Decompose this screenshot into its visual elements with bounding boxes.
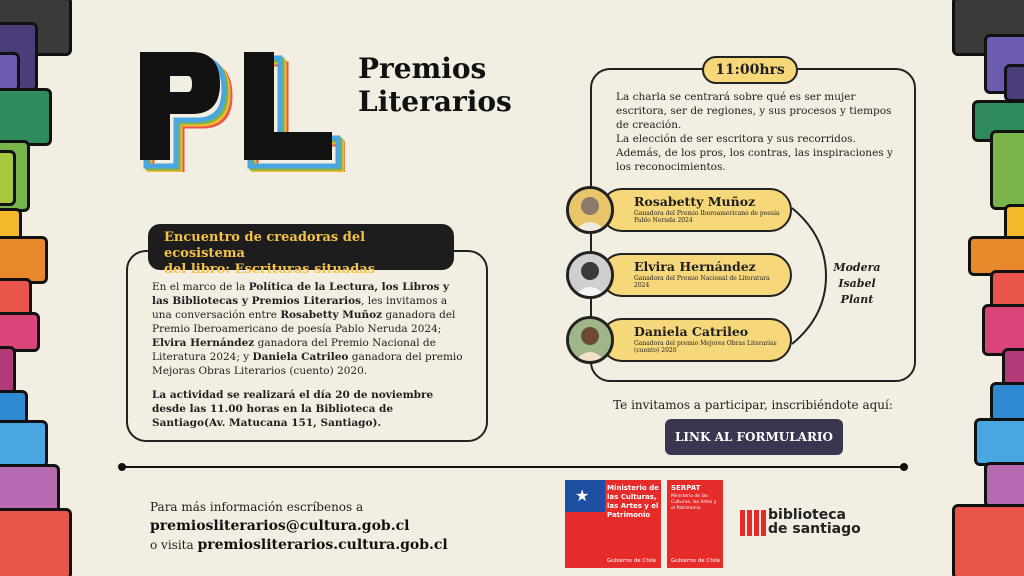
speaker-pill	[600, 253, 792, 297]
event-title-tag: Encuentro de creadoras del ecosistema del libro: Escrituras situadas	[148, 224, 454, 270]
speaker-card-1	[566, 188, 792, 232]
form-link-button[interactable]: LINK AL FORMULARIO	[665, 419, 843, 455]
event-schedule: La actividad se realizará el día 20 de noviembre desde las 11.00 horas en la Biblioteca de Santiago(Av. Matucana 151, Santiago).	[152, 389, 434, 429]
star-icon: ★	[575, 486, 590, 505]
contact-info	[150, 498, 448, 555]
biblioteca-logo: biblioteca de santiago	[740, 508, 900, 538]
speaker-card-2	[566, 253, 792, 297]
info-text: Para más información escríbenos a	[150, 500, 364, 514]
speaker-photo	[566, 316, 614, 364]
logo-title: Premios Literarios	[358, 52, 512, 118]
moderator-label: Modera Isabel Plant	[833, 261, 881, 306]
invite-text: Te invitamos a participar, inscribiéndote aquí:	[613, 398, 893, 412]
speaker-photo	[566, 251, 614, 299]
time-badge: 11:00hrs	[702, 56, 798, 84]
event-info-card	[126, 250, 488, 442]
email-link[interactable]: premiosliterarios@cultura.gob.cl	[150, 518, 410, 534]
left-book-stack	[0, 0, 80, 576]
talk-description: La charla se centrará sobre qué es ser mujer escritora, ser de regiones, y sus procesos y tiempos de creación. La elección de ser escritora y sus recorridos. Además, de los pros, los contras, las inspiraciones y los reconocimientos.	[616, 91, 893, 173]
divider	[122, 466, 904, 468]
speaker-photo	[566, 186, 614, 234]
speaker-name: Elvira Hernández	[634, 259, 756, 274]
biblioteca-bars-icon	[740, 508, 766, 538]
visit-text: o visita	[150, 538, 198, 552]
pl-logo	[140, 52, 345, 172]
right-book-stack	[944, 0, 1024, 576]
speaker-pill	[600, 318, 792, 362]
speaker-name: Daniela Catrileo	[634, 324, 749, 339]
website-link[interactable]: premiosliterarios.cultura.gob.cl	[197, 537, 448, 553]
serpat-logo: SERPAT Ministerio de las Culturas, las Artes y el Patrimonio Gobierno de Chile	[667, 480, 723, 568]
speaker-award: Ganadora del premio Mejores Obras Literarias (cuento) 2020	[634, 340, 777, 354]
speaker-award: Ganadora del Premio Iberoamericano de poesía Pablo Neruda 2024	[634, 210, 780, 224]
speaker-pill	[600, 188, 792, 232]
speaker-name: Rosabetty Muñoz	[634, 194, 756, 209]
ministerio-logo: ★ Ministerio de las Culturas, las Artes y el Patrimonio Gobierno de Chile	[565, 480, 661, 568]
speaker-award: Ganadora del Premio Nacional de Literatura 2024	[634, 275, 770, 289]
speaker-card-3	[566, 318, 792, 362]
event-description: En el marco de la Política de la Lectura, los Libros y las Bibliotecas y Premios Literarios, les invitamos a una conversación entre Rosabetty Muñoz ganadora del Premio Iberoamericano de poesía Pablo Neruda 2024; Elvira Hernández ganadora del Premio Nacional de Literatura 2024; y Daniela Catrileo ganadora del premio Mejoras Obras Literarios (cuento) 2020.	[152, 281, 463, 377]
